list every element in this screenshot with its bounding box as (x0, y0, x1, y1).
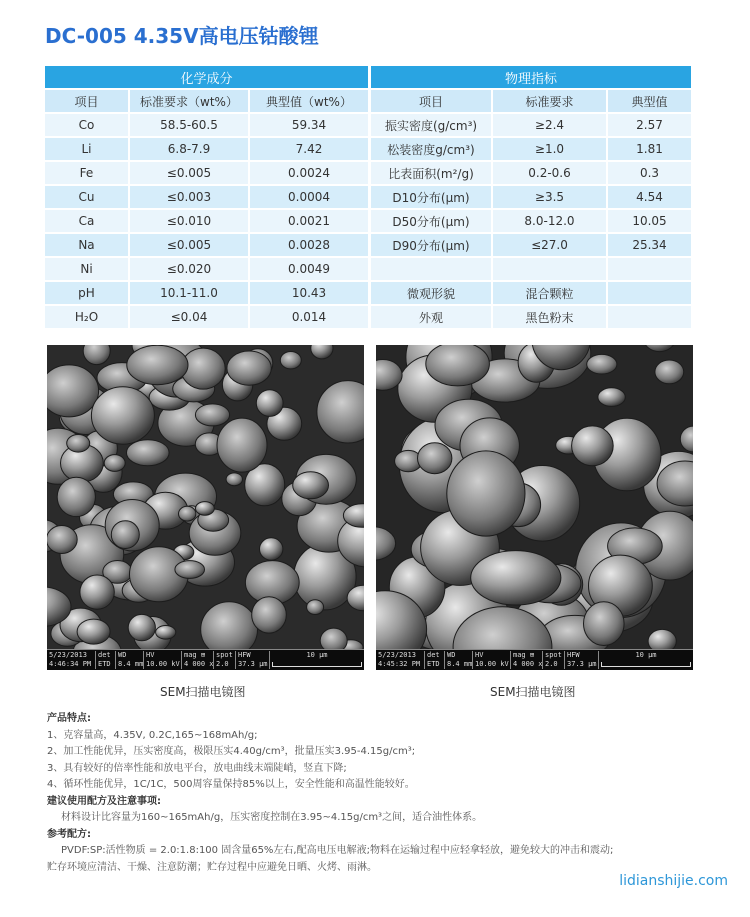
sem-particle (67, 435, 90, 453)
physical-cell: ≥3.5 (493, 186, 608, 210)
sem-particle (307, 600, 324, 615)
sem-wd: 8.4 mm (118, 660, 144, 668)
sem-date: 5/23/2013 (49, 651, 87, 659)
chemical-composition-table (45, 66, 370, 330)
physical-cell: 4.54 (608, 186, 693, 210)
chemical-cell: 58.5-60.5 (130, 114, 250, 138)
sem-particle (587, 354, 617, 374)
sem-time: 4:46:34 PM (49, 660, 92, 668)
physical-row (371, 258, 693, 282)
physical-cell: 0.3 (608, 162, 693, 186)
physical-cell: 10.05 (608, 210, 693, 234)
sem-hv: 10.00 kV (475, 660, 509, 668)
chemical-cell: 0.0004 (250, 186, 370, 210)
sem-particle (104, 455, 125, 472)
sem-hv-label: HV (146, 651, 155, 659)
physical-cell (608, 282, 693, 306)
chemical-cell: 59.34 (250, 114, 370, 138)
physical-cell (493, 258, 608, 282)
physical-cell: ≥2.4 (493, 114, 608, 138)
chemical-cell: Co (45, 114, 130, 138)
sem-micrograph-1 (47, 345, 364, 650)
chemical-cell: Fe (45, 162, 130, 186)
chemical-row (45, 306, 370, 330)
physical-table-caption: 物理指标 (371, 66, 693, 90)
usage-text: 材料设计比容量为160~165mAh/g，压实密度控制在3.95~4.15g/cm³之间，适合油性体系。 (61, 812, 483, 823)
reference-title: 参考配方: (47, 828, 91, 840)
sem-particle (227, 351, 271, 385)
chemical-cell: Cu (45, 186, 130, 210)
sem-image-2 (376, 345, 693, 670)
sem-particle (584, 602, 625, 646)
sem-particle (127, 345, 188, 384)
sem-spot: 2.0 (216, 660, 229, 668)
physical-cell: 1.81 (608, 138, 693, 162)
chemical-cell: 0.0024 (250, 162, 370, 186)
sem-particle (91, 387, 154, 444)
usage-title: 建议使用配方及注意事项: (47, 795, 161, 807)
sem-particle (196, 502, 215, 516)
sem-hfw: 37.3 μm (567, 660, 597, 668)
sem-particle (572, 426, 614, 466)
chemical-cell: 10.1-11.0 (130, 282, 250, 306)
page-title: DC-005 4.35V高电压钴酸锂 (45, 24, 319, 48)
sem-det: ETD (427, 660, 440, 668)
physical-cell: D90分布(μm) (371, 234, 493, 258)
sem-particle (293, 472, 329, 499)
sem-particle (57, 477, 95, 516)
chemical-cell: ≤0.010 (130, 210, 250, 234)
physical-cell: D50分布(μm) (371, 210, 493, 234)
sem-hv-label: HV (475, 651, 484, 659)
sem-caption-1: SEM扫描电镜图 (160, 685, 246, 699)
sem-mag: 4 000 x (513, 660, 543, 668)
chemical-header: 标准要求（wt%） (130, 90, 250, 114)
physical-cell: 25.34 (608, 234, 693, 258)
chemical-row (45, 186, 370, 210)
chemical-row (45, 162, 370, 186)
sem-particle (77, 619, 110, 644)
reference-line: PVDF:SP:活性物质 = 2.0:1.8:100 固含量65%左右,配高电压电解液;物料在运输过程中应轻拿轻放，避免较大的冲击和震动; (61, 845, 614, 856)
physical-cell (371, 258, 493, 282)
sem-det: ETD (98, 660, 111, 668)
physical-cell: 2.57 (608, 114, 693, 138)
sem-particle (156, 626, 176, 640)
sem-particle (127, 440, 170, 466)
sem-particle (80, 575, 114, 609)
feature-item: 2、加工性能优异，压实密度高，极限压实4.40g/cm³，批量压实3.95-4.15g/cm³; (47, 746, 416, 757)
chemical-row (45, 138, 370, 162)
physical-header: 典型值 (608, 90, 693, 114)
sem-particle (447, 451, 525, 536)
chemical-cell: 0.0049 (250, 258, 370, 282)
sem-particle (201, 602, 258, 650)
sem-particle (179, 506, 196, 521)
chemical-cell: Ni (45, 258, 130, 282)
physical-cell: 振实密度(g/cm³) (371, 114, 493, 138)
sem-particle (195, 404, 229, 426)
chemical-cell: Na (45, 234, 130, 258)
reference-line: 贮存环境应清洁、干燥、注意防潮；贮存过程中应避免日晒、火烤、雨淋。 (47, 861, 377, 873)
chemical-cell: H₂O (45, 306, 130, 330)
sem-wd-label: WD (118, 651, 127, 659)
feature-item: 1、克容量高，4.35V, 0.2C,165~168mAh/g; (47, 729, 258, 741)
sem-det-label: det (98, 651, 111, 659)
chemical-cell: Li (45, 138, 130, 162)
physical-cell: 比表面积(m²/g) (371, 162, 493, 186)
physical-cell: 微观形貌 (371, 282, 493, 306)
chemical-header: 项目 (45, 90, 130, 114)
sem-particle (47, 365, 99, 417)
chemical-cell: Ca (45, 210, 130, 234)
chemical-cell: ≤0.04 (130, 306, 250, 330)
sem-particle (418, 443, 452, 474)
sem-particle (175, 561, 205, 579)
website-watermark: lidianshijie.com (619, 873, 728, 889)
chemical-cell: 0.0021 (250, 210, 370, 234)
sem-particle (598, 388, 625, 407)
sem-caption-2: SEM扫描电镜图 (490, 685, 576, 699)
physical-header: 项目 (371, 90, 493, 114)
sem-scale-bar (272, 662, 362, 667)
physical-cell: D10分布(μm) (371, 186, 493, 210)
physical-header: 标准要求 (493, 90, 608, 114)
sem-particle (655, 360, 684, 384)
sem-particle (47, 526, 77, 554)
chemical-cell: ≤0.005 (130, 162, 250, 186)
physical-row (371, 186, 693, 210)
sem-mag-label: mag ⊞ (513, 651, 535, 659)
sem-wd-label: WD (447, 651, 456, 659)
physical-row (371, 234, 693, 258)
sem-info-bar-2 (376, 649, 693, 670)
sem-hfw: 37.3 μm (238, 660, 268, 668)
chemical-cell: ≤0.005 (130, 234, 250, 258)
physical-row (371, 210, 693, 234)
physical-row (371, 306, 693, 330)
sem-det-label: det (427, 651, 440, 659)
chemical-cell: 7.42 (250, 138, 370, 162)
physical-cell (608, 258, 693, 282)
sem-particle (256, 390, 283, 417)
chemical-row (45, 210, 370, 234)
sem-spot-label: spot (545, 651, 562, 659)
sem-scale-label: 10 μm (306, 651, 328, 659)
sem-particle (260, 538, 283, 560)
physical-row (371, 138, 693, 162)
physical-cell: 0.2-0.6 (493, 162, 608, 186)
feature-item: 4、循环性能优异，1C/1C，500周容量保持85%以上，安全性能和高温性能较好。 (47, 779, 415, 790)
sem-micrograph-2 (376, 345, 693, 650)
sem-scale-label: 10 μm (635, 651, 657, 659)
physical-cell: 黑色粉末 (493, 306, 608, 330)
physical-cell: ≥1.0 (493, 138, 608, 162)
physical-cell (608, 306, 693, 330)
sem-info-bar-1 (47, 649, 364, 670)
chemical-cell: 10.43 (250, 282, 370, 306)
physical-cell: 外观 (371, 306, 493, 330)
physical-row (371, 282, 693, 306)
chemical-table-caption: 化学成分 (45, 66, 370, 90)
chemical-cell: ≤0.020 (130, 258, 250, 282)
sem-date: 5/23/2013 (378, 651, 416, 659)
sem-mag-label: mag ⊞ (184, 651, 206, 659)
physical-row (371, 114, 693, 138)
chemical-cell: 0.0028 (250, 234, 370, 258)
sem-particle (280, 352, 301, 369)
features-title: 产品特点: (47, 713, 91, 724)
sem-hv: 10.00 kV (146, 660, 180, 668)
sem-particle (217, 418, 267, 472)
sem-spot-label: spot (216, 651, 233, 659)
chemical-cell: 0.014 (250, 306, 370, 330)
chemical-cell: 6.8-7.9 (130, 138, 250, 162)
chemical-row (45, 282, 370, 306)
sem-scale-bar (601, 662, 691, 667)
sem-particle (320, 628, 347, 650)
sem-spot: 2.0 (545, 660, 558, 668)
sem-hfw-label: HFW (238, 651, 251, 659)
physical-cell: 松装密度g/cm³) (371, 138, 493, 162)
physical-table-body (371, 114, 693, 330)
sem-mag: 4 000 x (184, 660, 214, 668)
chemical-table-body (45, 114, 370, 330)
physical-properties-table (371, 66, 693, 330)
sem-particle (252, 597, 287, 633)
chemical-cell: ≤0.003 (130, 186, 250, 210)
chemical-row (45, 234, 370, 258)
sem-time: 4:45:32 PM (378, 660, 421, 668)
chemical-row (45, 258, 370, 282)
physical-cell: 8.0-12.0 (493, 210, 608, 234)
sem-hfw-label: HFW (567, 651, 580, 659)
sem-particle (648, 629, 676, 650)
chemical-row (45, 114, 370, 138)
physical-cell: 混合颗粒 (493, 282, 608, 306)
sem-particle (128, 614, 155, 640)
physical-cell: ≤27.0 (493, 234, 608, 258)
chemical-cell: pH (45, 282, 130, 306)
sem-image-1 (47, 345, 364, 670)
sem-particle (426, 345, 490, 386)
sem-particle (226, 473, 242, 486)
product-notes (47, 711, 737, 876)
feature-item: 3、具有较好的倍率性能和放电平台，放电曲线末端陡峭，竖直下降; (47, 762, 347, 774)
sem-particle (471, 551, 561, 605)
physical-row (371, 162, 693, 186)
sem-wd: 8.4 mm (447, 660, 473, 668)
chemical-header: 典型值（wt%） (250, 90, 370, 114)
sem-particle (111, 521, 139, 549)
